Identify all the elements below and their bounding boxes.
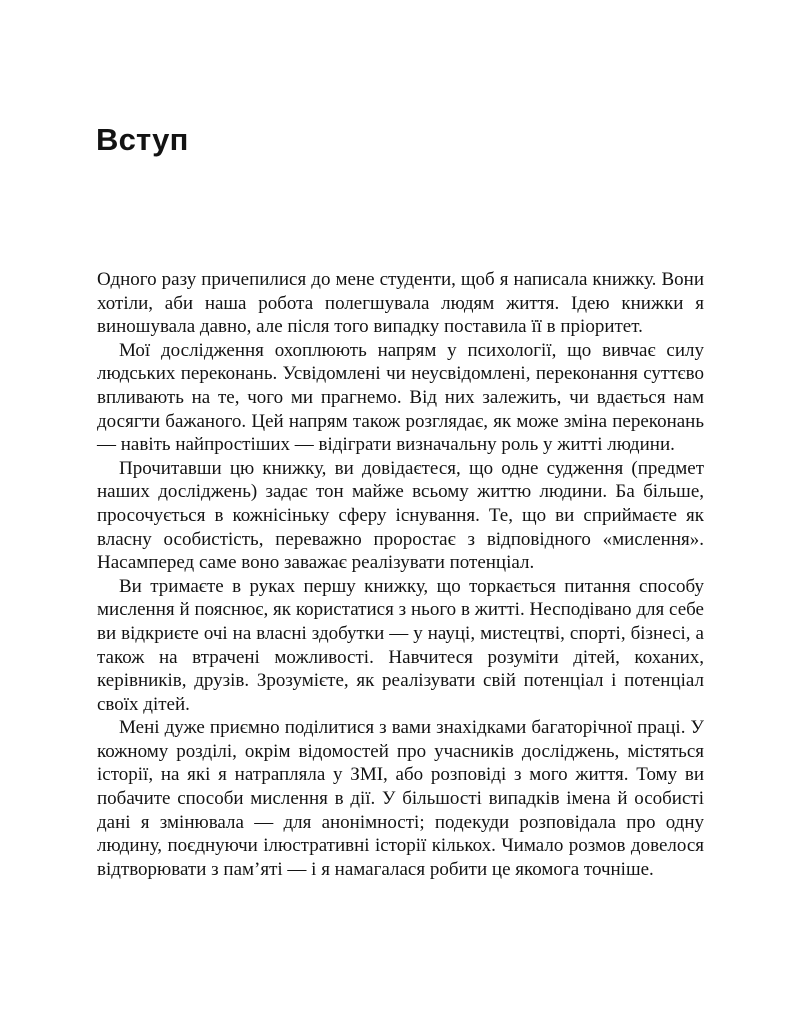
paragraph: Мені дуже приємно поділитися з вами знахідками багаторічної праці. У кожному розділі, окрім відомостей про учасників досліджень, містяться історії, на які я натрапляла у ЗМІ, або розповіді з мого життя. Тому ви побачите способи мислення в дії. У більшості випадків імена й особисті дані я змінювала — для анонімності; подекуди розповідала про одну людину, поєднуючи ілюстративні історії кількох. Чимало розмов довелося відтворювати з пам’яті — і я намагалася робити це якомога точніше. [97,717,704,880]
chapter-body [97,268,704,881]
paragraph: Ви тримаєте в руках першу книжку, що торкається питання способу мислення й пояснює, як користатися з нього в житті. Несподівано для себе ви відкриєте очі на власні здобутки — у науці, мистецтві, спорті, бізнесі, а також на втрачені можливості. Навчитеся розуміти дітей, коханих, керівників, друзів. Зрозумієте, як реалізувати свій потенціал і потенціал своїх дітей. [97,575,704,715]
paragraph: Мої дослідження охоплюють напрям у психології, що вивчає силу людських переконань. Усвідомлені чи неусвідомлені, переконання суттєво впливають на те, чого ми прагнемо. Від них залежить, чи вдається нам досягти бажаного. Цей напрям також розглядає, як може зміна переконань — навіть найпростіших — відіграти визначальну роль у житті людини. [97,339,704,456]
paragraph: Одного разу причепилися до мене студенти, щоб я написала книжку. Вони хотіли, аби наша робота полегшувала людям життя. Ідею книжки я виношувала давно, але після того випадку поставила її в пріоритет. [97,269,704,338]
chapter-heading: Вступ [96,122,189,157]
paragraph: Прочитавши цю книжку, ви довідаєтеся, що одне судження (предмет наших досліджень) задає тон майже всьому життю людини. Ба більше, просочується в кожнісіньку сферу існування. Те, що ви сприймаєте як власну особистість, переважно проростає з відповідного «мислення». Насамперед саме воно заважає реалізувати потенціал. [97,457,704,574]
